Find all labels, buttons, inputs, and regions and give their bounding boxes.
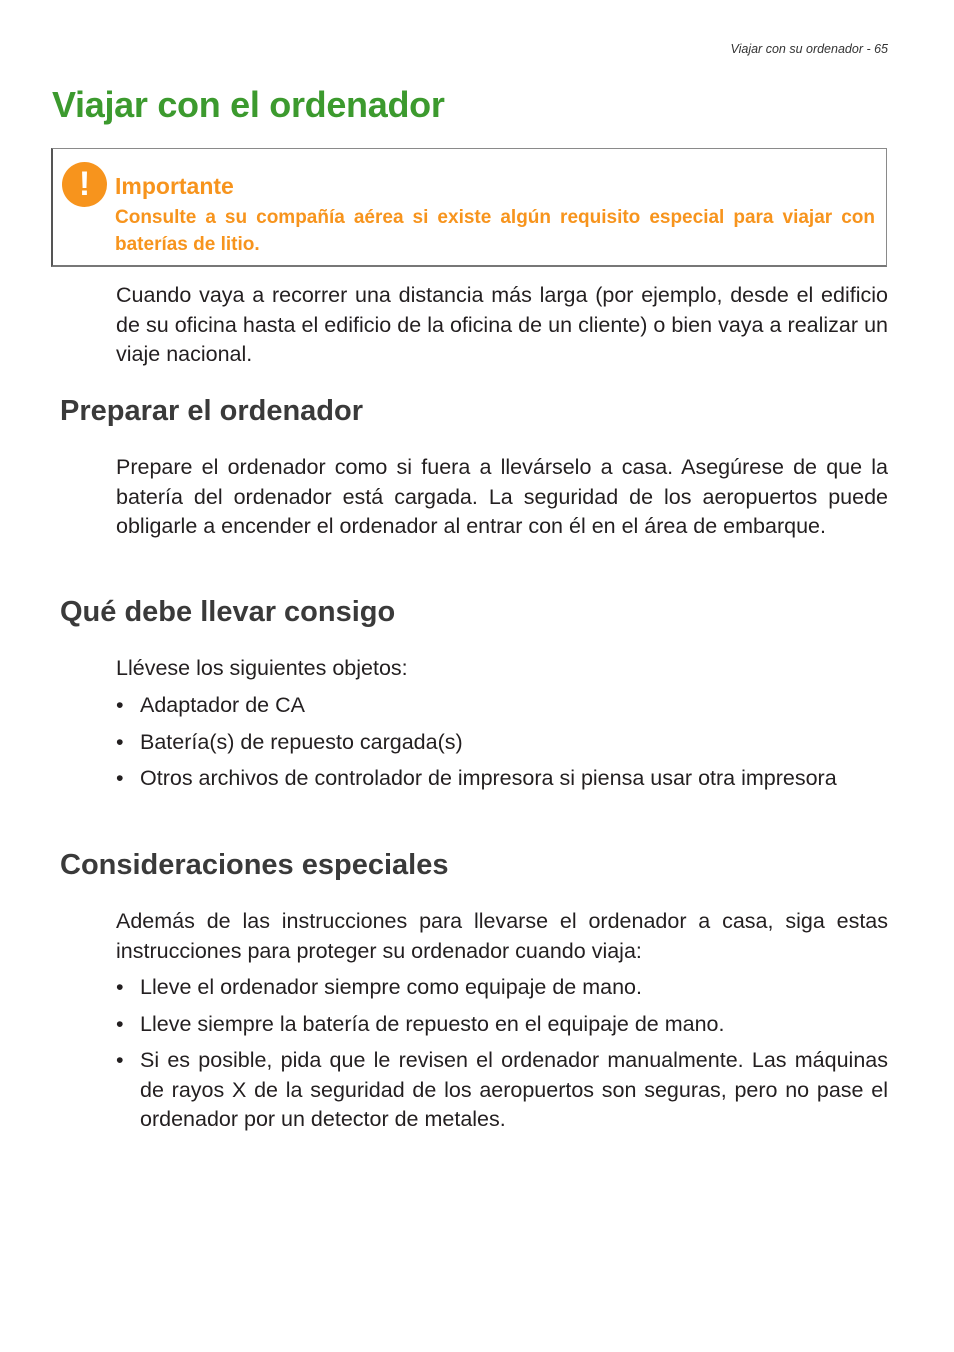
bullet-glyph: • (116, 729, 124, 754)
section-consideraciones-intro: Además de las instrucciones para llevarse el ordenador a casa, siga estas instrucciones para proteger su ordenador cuando viaja: (116, 909, 888, 963)
list-item (116, 764, 888, 794)
note-title: Importante (115, 173, 234, 199)
note-text: Consulte a su compañía aérea si existe algún requisito especial para viajar con baterías de litio. (115, 207, 875, 255)
section-preparar-text: Prepare el ordenador como si fuera a llevárselo a casa. Asegúrese de que la batería del ordenador está cargada. La seguridad de los aeropuertos puede obligarle a encender el ordenador al entrar con él en el área de embarque. (116, 455, 888, 538)
section-heading-llevar: Qué debe llevar consigo (60, 596, 396, 628)
list-item-text: Adaptador de CA (140, 693, 305, 717)
list-item (116, 728, 888, 758)
important-note (51, 148, 887, 267)
list-item-text: Si es posible, pida que le revisen el ordenador manualmente. Las máquinas de rayos X de la seguridad de los aeropuertos son seguras, pero no pase el ordenador por un detector de metales. (140, 1048, 888, 1131)
list-item-text: Batería(s) de repuesto cargada(s) (140, 729, 463, 754)
section-heading-consideraciones: Consideraciones especiales (60, 849, 449, 881)
exclamation-icon: ! (62, 162, 107, 207)
section-heading-preparar: Preparar el ordenador (60, 395, 363, 427)
list-item-text: Lleve el ordenador siempre como equipaje de mano. (140, 975, 642, 999)
list-item-text: Otros archivos de controlador de impresora si piensa usar otra impresora (140, 766, 837, 790)
running-header: Viajar con su ordenador - 65 (730, 42, 888, 56)
llevar-list (116, 691, 888, 794)
bullet-glyph: • (116, 1011, 124, 1036)
list-item (116, 1046, 888, 1135)
section-llevar-intro: Llévese los siguientes objetos: (116, 656, 408, 680)
list-item (116, 973, 888, 1003)
page-title: Viajar con el ordenador (52, 84, 445, 125)
bullet-glyph: • (116, 975, 124, 999)
bullet-glyph: • (116, 1048, 124, 1072)
intro-paragraph: Cuando vaya a recorrer una distancia más larga (por ejemplo, desde el edificio de su oficina hasta el edificio de la oficina de un cliente) o bien vaya a realizar un viaje nacional. (116, 283, 888, 366)
list-item (116, 1010, 888, 1040)
bullet-glyph: • (116, 766, 124, 790)
list-item-text: Lleve siempre la batería de repuesto en el equipaje de mano. (140, 1011, 725, 1036)
list-item (116, 691, 888, 721)
consideraciones-list (116, 973, 888, 1135)
bullet-glyph: • (116, 693, 124, 717)
